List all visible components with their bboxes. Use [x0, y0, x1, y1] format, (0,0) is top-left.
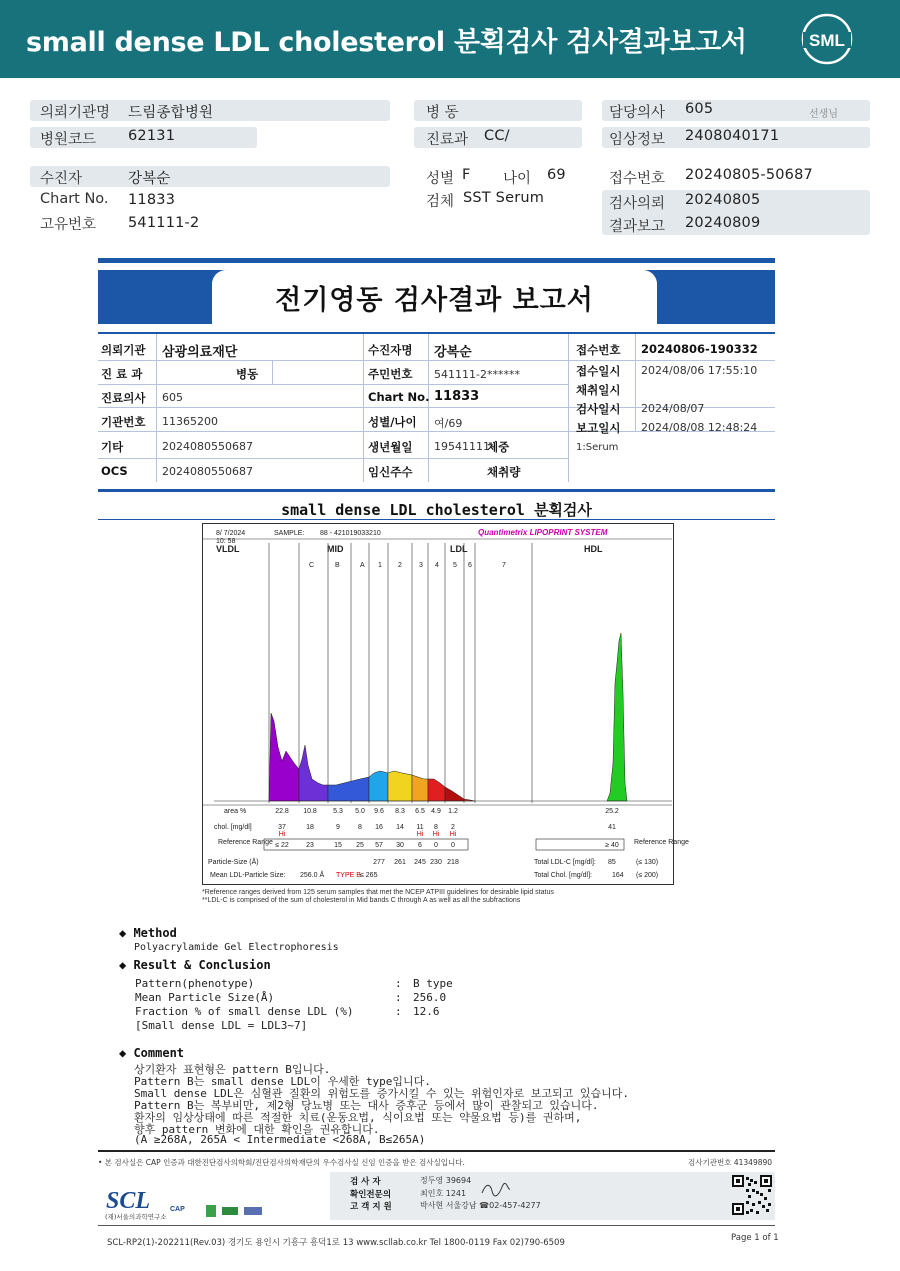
reference-value: 30: [396, 842, 404, 849]
mean-ldl-size: 256.0 Å: [300, 872, 325, 879]
result-value-1: B type: [413, 977, 453, 990]
chart-label: Chart No.: [368, 390, 430, 404]
hospital-code-label: 병원코드: [40, 132, 97, 148]
total-ldlc-ref: (≤ 130): [636, 859, 659, 866]
org: 삼광의료재단: [162, 345, 238, 360]
request-date: 20240805: [685, 192, 761, 208]
comment-line: Small dense LDL은 심혈관 질환의 위험도를 증가시킬 수 있는 위험인자로 보고되고 있습니다.: [134, 1087, 629, 1100]
band-label: A: [360, 562, 365, 569]
chol-value: 18: [306, 824, 314, 831]
dob-label: 생년월일: [368, 440, 413, 454]
hospital-code: 62131: [128, 128, 176, 144]
institution-number: 검사기관번호 41349890: [688, 1158, 773, 1167]
band-label: 3: [419, 562, 423, 569]
scl-logo: SCL: [106, 1188, 151, 1214]
tester-label: 검 사 자: [350, 1177, 381, 1187]
collect-label: 채취일시: [576, 383, 621, 397]
receipt-label: 접수번호: [609, 171, 666, 187]
band-area: [299, 745, 328, 801]
band-area: [388, 771, 412, 801]
electrophoresis-chart: [202, 523, 689, 885]
reference-value: 0: [451, 842, 455, 849]
type-condition: ≤ 265: [360, 872, 378, 879]
hi-flag: Hi: [449, 831, 457, 838]
report-rule: [98, 258, 775, 263]
band-label: 2: [398, 562, 402, 569]
specimen: SST Serum: [463, 190, 545, 206]
divider: [363, 334, 364, 482]
row-label-chol: chol. [mg/dl]: [214, 824, 252, 831]
certification-logos-icon: [170, 1202, 265, 1220]
row-label-area: area %: [224, 808, 247, 815]
divider: [156, 334, 157, 482]
area-value: 9.6: [374, 808, 384, 815]
divider: [568, 334, 569, 482]
age: 69: [547, 167, 566, 183]
org-label: 의뢰기관: [101, 343, 146, 357]
sexage: 여/69: [434, 417, 463, 430]
band-label: 4: [435, 562, 439, 569]
divider: [98, 384, 568, 385]
result-value-3: 12.6: [413, 1005, 440, 1018]
total-ldlc: 85: [608, 859, 616, 866]
comment-line: Pattern B는 small dense LDL이 우세한 type입니다.: [134, 1075, 431, 1088]
uid: 541111-2: [128, 215, 200, 231]
hi-flag: Hi: [432, 831, 440, 838]
chart-footnote-1: *Reference ranges derived from 125 serum samples that met the NCEP ATPIII guidelines for desirable lipid status: [202, 889, 554, 896]
sex-label: 성별: [426, 171, 455, 187]
weight-label: 체중: [487, 440, 510, 454]
requesting-org-label: 의뢰기관명: [40, 105, 111, 121]
report-info-table: [98, 332, 775, 480]
sample-label: SAMPLE:: [274, 530, 305, 537]
patient-label: 수진자: [40, 171, 83, 187]
ocs: 2024080550687: [162, 465, 253, 478]
total-chol-ref: (≤ 200): [636, 872, 659, 879]
result-label-1: Pattern(phenotype): [135, 977, 255, 990]
contact: 박사현 서울강남 ☎02-457-4277: [420, 1201, 541, 1210]
particle-size: 245: [414, 859, 426, 866]
form-code: SCL-RP2(1)-202211(Rev.03) 경기도 용인시 기흥구 흥덕1로 13 www.scllab.co.kr Tel 1800-0119 Fax 02)790-6509: [107, 1238, 565, 1248]
ward-label: 병 동: [426, 105, 459, 121]
test-label: 검사일시: [576, 402, 621, 416]
area-value: 8.3: [395, 808, 405, 815]
comment-line: 상기환자 표현형은 pattern B입니다.: [134, 1063, 331, 1076]
embedded-report-title: 전기영동 검사결과 보고서: [275, 285, 594, 316]
result-colon-2: :: [395, 991, 402, 1004]
svg-text:CAP: CAP: [170, 1206, 185, 1213]
dob: 19541111: [434, 440, 490, 453]
report-separator: [98, 489, 775, 492]
contact-label: 고 객 지 원: [350, 1202, 392, 1212]
report-title: small dense LDL cholesterol 분획검사 검사결과보고서: [26, 27, 747, 58]
test-date: 2024/08/07: [641, 402, 705, 415]
reference-value: ≤ 22: [275, 842, 289, 849]
band-label: 5: [453, 562, 457, 569]
band-label: 6: [468, 562, 472, 569]
section-title: small dense LDL cholesterol 분획검사: [281, 501, 592, 519]
qr-code-icon: [732, 1175, 772, 1215]
method-heading: ◆ Method: [119, 926, 177, 940]
code-label: 기관번호: [101, 415, 146, 429]
particle-size: 277: [373, 859, 385, 866]
comment-heading: ◆ Comment: [119, 1046, 185, 1060]
comment-line: (A ≥268A, 265A < Intermediate <268A, B≤265A): [134, 1133, 426, 1146]
band-label: C: [309, 562, 315, 569]
method-title: Method: [133, 926, 177, 940]
reference-value: 23: [306, 842, 314, 849]
etc-label: 기타: [101, 440, 124, 454]
reference-value: 25: [356, 842, 364, 849]
divider: [98, 360, 775, 361]
result-value-2: 256.0: [413, 991, 447, 1004]
band-label: 7: [502, 562, 506, 569]
code: 11365200: [162, 415, 218, 428]
receipt-no: 20240806-190332: [641, 342, 758, 356]
divider: [428, 334, 429, 482]
band-area: [412, 775, 428, 801]
comment-line: 환자의 임상상태에 따른 적절한 치료(운동요법, 식이요법 또는 약물요법 등)를 권하며,: [134, 1111, 582, 1124]
reference-side-label: Reference Range: [634, 839, 689, 846]
chart-footnote-2: **LDL-C is comprised of the sum of cholesterol in Mid bands C through A as well as all the subfractions: [202, 897, 521, 904]
sex: F: [462, 167, 471, 183]
divider: [98, 458, 568, 459]
area-value: 22.8: [275, 808, 289, 815]
result-heading: ◆ Result & Conclusion: [119, 958, 271, 972]
bottom-rule: [98, 1225, 775, 1226]
signature-icon: [480, 1181, 512, 1199]
particle-size: 218: [447, 859, 459, 866]
group-label: VLDL: [216, 544, 240, 554]
row-label-ref: Reference Range: [218, 839, 273, 846]
reference-value: ≥ 40: [605, 842, 619, 849]
confirm: 최인호 1241: [420, 1189, 467, 1198]
sexage-label: 성별/나이: [368, 415, 417, 429]
rrn: 541111-2******: [434, 368, 520, 381]
age-label: 나이: [503, 171, 532, 187]
area-value: 5.3: [333, 808, 343, 815]
area-value: 10.8: [303, 808, 317, 815]
dept: CC/: [484, 128, 510, 144]
receipt-no-label: 접수번호: [576, 343, 621, 357]
chart-time: 10: 58: [216, 538, 236, 545]
preg-label: 임신주수: [368, 465, 413, 479]
chol-value: 16: [375, 824, 383, 831]
chol-value: 41: [608, 824, 616, 831]
sml-logo-icon: [800, 12, 854, 66]
reference-value: 15: [334, 842, 342, 849]
row-label-size: Particle-Size (Å): [208, 859, 259, 866]
ward-label: 병동: [236, 367, 259, 381]
type-text: TYPE B: [336, 872, 361, 879]
chol-value: 8: [358, 824, 362, 831]
uid-label: 고유번호: [40, 217, 97, 233]
page-number: Page 1 of 1: [731, 1233, 779, 1243]
volume-label: 채취량: [487, 465, 521, 479]
band-area: [607, 633, 627, 801]
name-label: 수진자명: [368, 343, 413, 357]
rrn-label: 주민번호: [368, 367, 413, 381]
result-colon-3: :: [395, 1005, 402, 1018]
dept-label: 진 료 과: [101, 367, 143, 381]
total-ldlc-label: Total LDL-C [mg/dl]:: [534, 859, 596, 866]
report-date: 20240809: [685, 215, 761, 231]
request-date-label: 검사의뢰: [609, 196, 666, 212]
tester: 정두영 39694: [420, 1176, 472, 1185]
chol-value: 37: [278, 824, 286, 831]
result-label-3: Fraction % of small dense LDL (%): [135, 1005, 354, 1018]
doctor-suffix: 선생님: [809, 109, 838, 120]
chol-value: 2: [451, 824, 455, 831]
chart-no: 11833: [128, 192, 176, 208]
chol-value: 8: [434, 824, 438, 831]
ocs-label: OCS: [101, 464, 128, 478]
chart-label: Chart No.: [40, 191, 109, 207]
footer-rule: [98, 1150, 775, 1152]
doctor: 605: [162, 391, 183, 404]
chol-value: 9: [336, 824, 340, 831]
particle-size: 230: [430, 859, 442, 866]
comment-line: Pattern B는 복부비만, 제2형 당뇨병 또는 대사 증후군 등에서 많이 관찰되고 있습니다.: [134, 1099, 599, 1112]
hi-flag: Hi: [416, 831, 424, 838]
divider: [635, 334, 636, 431]
chol-value: 11: [416, 824, 424, 831]
band-area: [445, 787, 464, 801]
band-area: [369, 771, 388, 801]
comment-title: Comment: [133, 1046, 185, 1060]
requesting-org: 드림종합병원: [128, 105, 214, 121]
receipt-no: 20240805-50687: [685, 167, 813, 183]
doctor-label: 담당의사: [609, 105, 666, 121]
area-value: 6.5: [415, 808, 425, 815]
reference-value: 0: [434, 842, 438, 849]
band-area: [328, 777, 369, 801]
report-label: 보고일시: [576, 421, 621, 435]
svg-text:SML: SML: [809, 31, 845, 50]
reference-value: 57: [375, 842, 383, 849]
result-label-2: Mean Particle Size(Å): [135, 991, 275, 1004]
chart-system-title: Quantimetrix LIPOPRINT SYSTEM: [478, 528, 608, 537]
chol-value: 14: [396, 824, 404, 831]
chart: 11833: [434, 389, 480, 404]
etc: 2024080550687: [162, 440, 253, 453]
confirm-label: 확인전문의: [350, 1190, 392, 1200]
area-value: 25.2: [605, 808, 619, 815]
signature-box: [330, 1172, 775, 1220]
report-dt: 2024/08/08 12:48:24: [641, 421, 758, 434]
clinical-label: 임상정보: [609, 132, 666, 148]
result-title: Result & Conclusion: [133, 958, 271, 972]
accreditation-note: • 본 검사실은 CAP 인증과 대한진단검사의학회/진단검사의학재단의 우수검사실 신임 인증을 받은 검사실입니다.: [98, 1158, 465, 1167]
report-header: [0, 0, 900, 78]
specimen-label: 검체: [426, 194, 455, 210]
comment-line: 향후 pattern 변화에 대한 확인을 권유합니다.: [134, 1123, 380, 1136]
doctor: 605: [685, 101, 714, 117]
name: 강복순: [434, 345, 472, 360]
sample-id: 88 - 421019033210: [320, 530, 381, 537]
divider: [272, 360, 273, 384]
receipt-dt: 2024/08/06 17:55:10: [641, 364, 758, 377]
band-area: [428, 779, 445, 801]
particle-size: 261: [394, 859, 406, 866]
group-label: MID: [327, 544, 344, 554]
hi-flag: Hi: [278, 831, 286, 838]
band-label: 1: [378, 562, 382, 569]
bar: [30, 166, 390, 187]
clinical-info: 2408040171: [685, 128, 780, 144]
dept-label: 진료과: [426, 132, 469, 148]
result-colon-1: :: [395, 977, 402, 990]
area-value: 5.0: [355, 808, 365, 815]
receipt-dt-label: 접수일시: [576, 364, 621, 378]
chart-date: 8/ 7/2024: [216, 530, 246, 537]
group-label: LDL: [450, 544, 468, 554]
band-area: [269, 713, 299, 801]
result-note: [Small dense LDL = LDL3~7]: [135, 1019, 308, 1032]
patient-name: 강복순: [128, 171, 171, 187]
report-date-label: 결과보고: [609, 219, 666, 235]
band-label: B: [335, 562, 340, 569]
area-value: 1.2: [448, 808, 458, 815]
total-chol: 164: [612, 872, 624, 879]
area-value: 4.9: [431, 808, 441, 815]
method-text: Polyacrylamide Gel Electrophoresis: [134, 942, 339, 953]
group-label: HDL: [584, 544, 603, 554]
total-chol-label: Total Chol. [mg/dl]:: [534, 872, 592, 879]
section-underline: [98, 519, 775, 520]
scl-subtitle: (재)서울의과학연구소: [105, 1213, 167, 1221]
row-label-mean: Mean LDL-Particle Size:: [210, 872, 286, 879]
doctor-label: 진료의사: [101, 391, 146, 405]
reference-value: 6: [418, 842, 422, 849]
sample-type: 1:Serum: [576, 442, 619, 453]
